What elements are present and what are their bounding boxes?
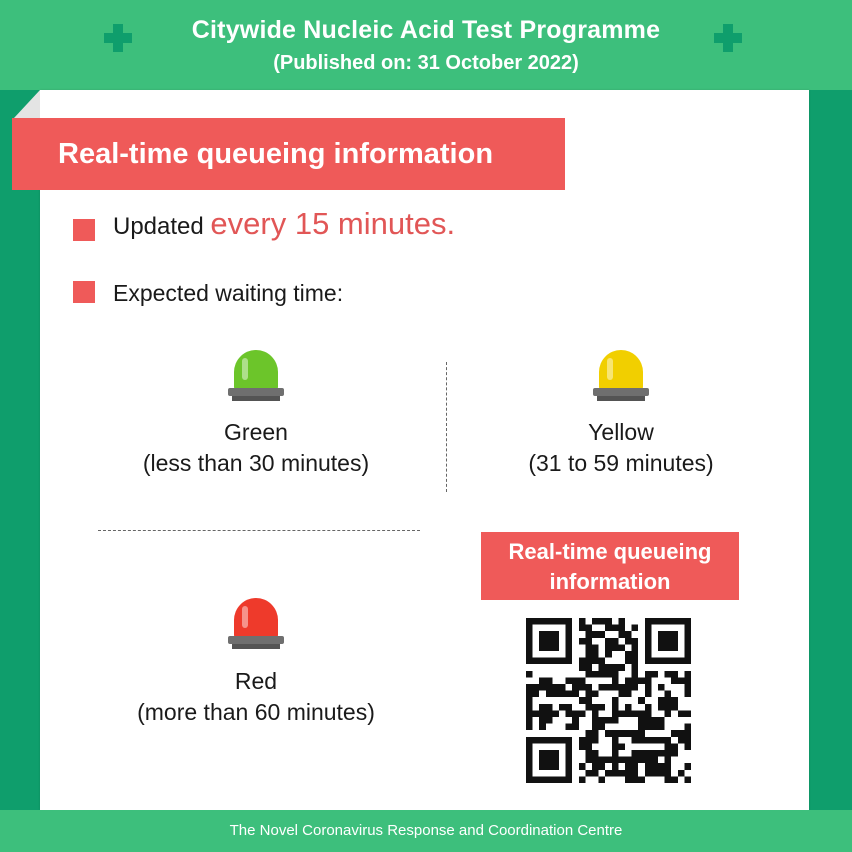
header: [0, 0, 852, 90]
red-siren-icon: [228, 598, 284, 650]
publish-date: (Published on: 31 October 2022): [273, 52, 579, 74]
page-title: Citywide Nucleic Acid Test Programme: [191, 16, 661, 44]
square-bullet-icon: [73, 219, 95, 241]
expected-waiting-label: Expected waiting time:: [113, 280, 344, 306]
qr-label-line2: information: [549, 569, 671, 594]
update-frequency: [113, 206, 455, 242]
paper-fold: [14, 90, 40, 118]
level-name: Green: [224, 419, 288, 445]
green-siren-icon: [228, 350, 284, 402]
yellow-siren-icon: [593, 350, 649, 402]
footer-text: The Novel Coronavirus Response and Coordination Centre: [0, 810, 852, 852]
red-level: [96, 666, 416, 728]
horizontal-divider: [98, 530, 420, 531]
update-emphasis: every 15 minutes.: [210, 206, 456, 241]
level-name: Red: [234, 668, 278, 694]
square-bullet-icon: [73, 281, 95, 303]
level-range: (less than 30 minutes): [142, 450, 370, 476]
yellow-level: [461, 417, 781, 479]
plus-icon: [712, 22, 744, 54]
section-banner: Real-time queueing information: [12, 118, 565, 190]
qr-label: [481, 532, 739, 600]
green-level: [96, 417, 416, 479]
level-range: (more than 60 minutes): [137, 699, 375, 725]
vertical-divider: [446, 362, 447, 492]
update-prefix: Updated: [113, 213, 211, 240]
level-name: Yellow: [588, 419, 654, 445]
qr-code-icon[interactable]: [526, 618, 691, 783]
level-range: (31 to 59 minutes): [528, 450, 714, 476]
qr-label-line1: Real-time queueing: [508, 539, 712, 564]
